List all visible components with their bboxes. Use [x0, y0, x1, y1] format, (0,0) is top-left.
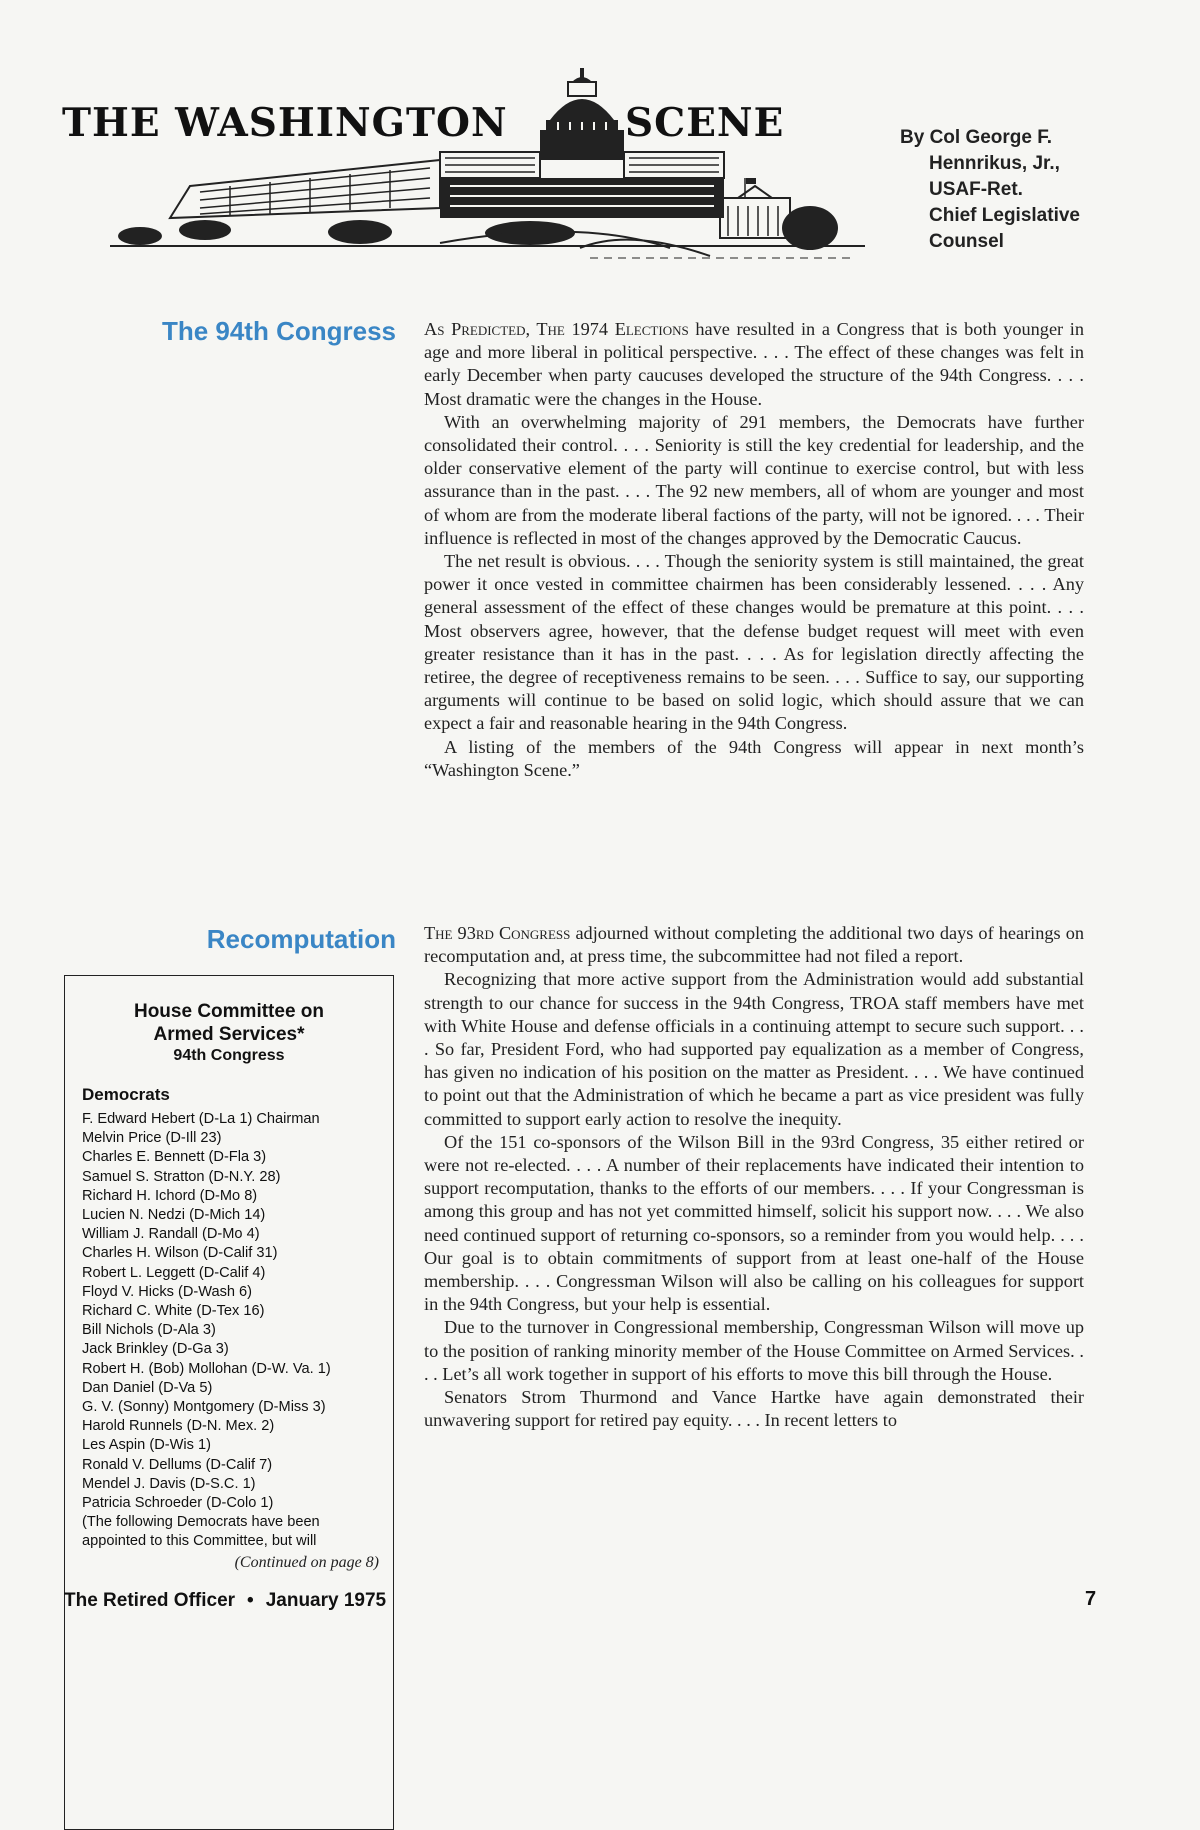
lead-smallcaps: Elections: [614, 319, 689, 339]
member-item: Richard C. White (D-Tex 16): [82, 1303, 265, 1320]
article-paragraph: Due to the turnover in Congressional membership, Congressman Wilson will move up to the position of ranking minority member of the House Committee on Armed Services. . . . Let’s all work together in support of his efforts to move this bill through the House.: [424, 1317, 1084, 1384]
article-paragraph: [424, 922, 1084, 968]
footer-date: January 1975: [265, 1590, 387, 1611]
capitol-dome-icon: [540, 68, 624, 160]
article-paragraph: Senators Strom Thurmond and Vance Hartke have again demonstrated their unwavering support for retired pay equity. . . . In recent letters to: [424, 1387, 1084, 1431]
article-paragraph: A listing of the members of the 94th Congress will appear in next month’s “Washington Scene.”: [424, 736, 1084, 780]
sidebar-heading: [65, 1000, 393, 1046]
capitol-skyline-illustration: [110, 68, 865, 263]
byline-line: Hennrikus, Jr.,: [929, 153, 1060, 174]
article-94th-congress: [424, 318, 1084, 782]
member-item: Jack Brinkley (D-Ga 3): [82, 1341, 229, 1358]
lead-smallcaps: As Predicted, The: [424, 319, 565, 339]
party-label: Democrats: [82, 1085, 170, 1104]
member-item: Melvin Price (D-Ill 23): [82, 1130, 222, 1147]
footer-bullet: •: [247, 1590, 254, 1611]
member-item: Richard H. Ichord (D-Mo 8): [82, 1187, 258, 1204]
member-item: William J. Randall (D-Mo 4): [82, 1226, 260, 1243]
section-heading-recomputation: Recomputation: [206, 924, 396, 954]
masthead-title-right: SCENE: [625, 100, 785, 146]
article-recomputation: [424, 922, 1084, 1432]
byline-line: Chief Legislative: [929, 205, 1080, 226]
lead-text: have resulted in a Congress that is both younger in age and more liberal in political perspective. . . . The effect of these changes was felt in early December when party caucuses developed the structure of the 94th Congress. . . . Most dramatic were the changes in the House.: [424, 319, 1085, 409]
byline: [900, 125, 1140, 255]
member-list: [65, 1110, 393, 1513]
member-item: Robert L. Leggett (D-Calif 4): [82, 1264, 266, 1281]
footer-title: The Retired Officer: [64, 1590, 236, 1611]
article-paragraph: [424, 318, 1084, 411]
sidebar-note: (The following Democrats have been appointed to this Committee, but will: [82, 1514, 320, 1550]
byline-line: By Col George F.: [900, 127, 1053, 148]
member-item: Robert H. (Bob) Mollohan (D-W. Va. 1): [82, 1360, 331, 1377]
member-item: Patricia Schroeder (D-Colo 1): [82, 1495, 274, 1512]
sidebar-heading-line: Armed Services*: [153, 1024, 305, 1045]
sidebar-subheading: 94th Congress: [173, 1047, 285, 1064]
member-item: Mendel J. Davis (D-S.C. 1): [82, 1475, 256, 1492]
member-item: Charles E. Bennett (D-Fla 3): [82, 1149, 267, 1166]
member-item: Harold Runnels (D-N. Mex. 2): [82, 1418, 275, 1435]
lead-smallcaps: The 93rd Congress: [424, 923, 571, 943]
article-paragraph: Of the 151 co-sponsors of the Wilson Bill in the 93rd Congress, 35 either retired or were not re-elected. . . . A number of their replacements have indicated their intention to support recomputation, thanks to the efforts of our members. . . . If your Congressman is among this group and has not yet committed himself, solicit his support now. . . . We also need continued support of returning co-sponsors, so a reminder from you would help. . . . Our goal is to obtain commitments of support from at least one-half of the House membership. . . . Congressman Wilson will also be calling on his colleagues for support in the 94th Congress, but your help is essential.: [424, 1131, 1084, 1315]
member-item: Dan Daniel (D-Va 5): [82, 1379, 213, 1396]
member-item: Ronald V. Dellums (D-Calif 7): [82, 1456, 273, 1473]
section-heading-94th-congress: The 94th Congress: [161, 316, 396, 346]
lead-text: adjourned without completing the additional two days of hearings on recomputation and, at press time, the subcommittee had not filed a report.: [424, 923, 1084, 967]
member-item: Floyd V. Hicks (D-Wash 6): [82, 1283, 253, 1300]
member-item: Charles H. Wilson (D-Calif 31): [82, 1245, 278, 1262]
masthead-title-left: THE WASHINGTON: [62, 100, 508, 146]
byline-line: Counsel: [929, 231, 1004, 252]
member-item: G. V. (Sonny) Montgomery (D-Miss 3): [82, 1399, 326, 1416]
sidebar-heading-line: House Committee on: [133, 1001, 325, 1022]
article-paragraph: The net result is obvious. . . . Though the seniority system is still maintained, the great power it once vested in committee chairmen has been considerably lessened. . . . Any general assessment of the effect of these changes would be premature at this point. . . . Most observers agree, however, that the defense budget request will meet with even greater resistance than it has in the past. . . . As for legislation directly affecting the retiree, the degree of receptiveness remains to be seen. . . . Suffice to say, our supporting arguments will continue to be based on solid logic, which should assure that we can expect a fair and reasonable hearing in the 94th Congress.: [424, 551, 1084, 734]
article-paragraph: Recognizing that more active support from the Administration would add substantial strength to our chance for success in the 94th Congress, TROA staff members have met with White House and defense officials in a continuing attempt to secure such support. . . . So far, President Ford, who had supported pay equalization as a member of Congress, has given no indication of his position on the matter as President. . . . We have continued to point out that the Administration of which he became a part as vice president was fully committed to support early action to resolve the inequity.: [424, 969, 1084, 1129]
member-item: Lucien N. Nedzi (D-Mich 14): [82, 1207, 266, 1224]
lead-text: 1974: [564, 319, 615, 339]
member-item: Les Aspin (D-Wis 1): [82, 1437, 211, 1454]
continued-note: (Continued on page 8): [234, 1553, 379, 1571]
member-item: F. Edward Hebert (D-La 1) Chairman: [82, 1111, 320, 1127]
footer-publication: [64, 1590, 386, 1612]
committee-sidebar-box: [64, 975, 394, 1830]
member-item: Samuel S. Stratton (D-N.Y. 28): [82, 1168, 281, 1185]
byline-line: USAF-Ret.: [929, 179, 1023, 200]
page-number: 7: [1085, 1588, 1097, 1610]
article-paragraph: With an overwhelming majority of 291 members, the Democrats have further consolidated their control. . . . Seniority is still the key credential for leadership, and the older conservative element of the party will continue to exercise control, but with less assurance than in the past. . . . The 92 new members, all of whom are younger and most of whom are from the moderate liberal factions of the party, will not be ignored. . . . Their influence is reflected in most of the changes approved by the Democratic Caucus.: [424, 411, 1084, 548]
member-item: Bill Nichols (D-Ala 3): [82, 1322, 216, 1339]
